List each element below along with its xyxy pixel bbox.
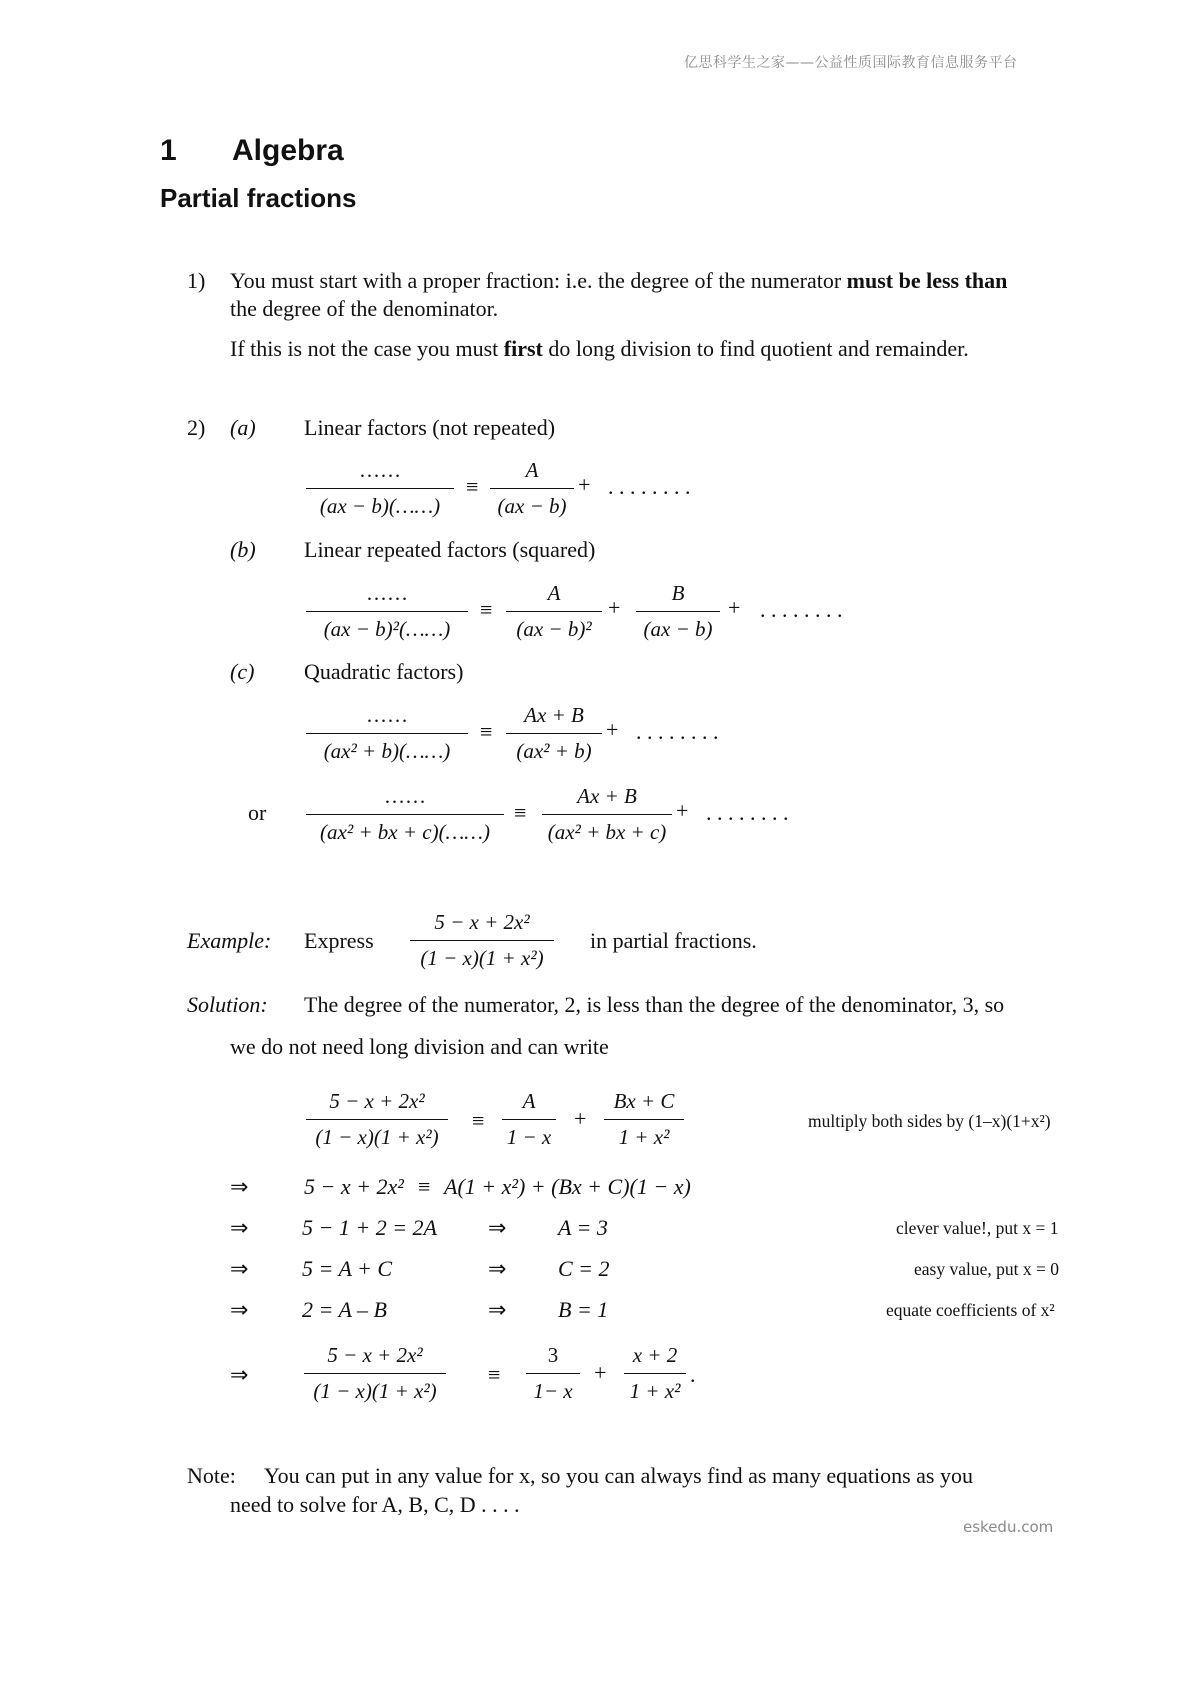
item-2b-label: (b) xyxy=(230,537,256,562)
item-2c-lhs-fraction xyxy=(306,705,468,762)
item-2a-lhs-fraction xyxy=(306,460,454,517)
item-2b-lhs-fraction xyxy=(306,583,468,640)
item-2b-rhs2-fraction xyxy=(636,583,720,640)
fraction-denominator: (1 − x)(1 + x²) xyxy=(306,1119,448,1148)
plus-sign: + xyxy=(606,717,619,742)
plus-sign: + xyxy=(728,595,741,620)
step-3-note: easy value, put x = 0 xyxy=(914,1259,1059,1279)
fraction-denominator: (ax − b)² xyxy=(506,611,602,640)
fraction-denominator: (ax² + b) xyxy=(506,733,602,762)
plus-sign: + xyxy=(594,1360,607,1385)
item-2b-rhs1-fraction xyxy=(506,583,602,640)
fraction-numerator: …… xyxy=(384,784,426,808)
step-2-implies-2: ⇒ xyxy=(488,1215,507,1240)
fraction-numerator: …… xyxy=(359,458,401,482)
fraction-denominator: (ax² + bx + c)(……) xyxy=(306,814,504,843)
step-3-result: C = 2 xyxy=(558,1256,610,1281)
fraction-denominator: (ax − b)²(……) xyxy=(306,611,468,640)
note-line-2: need to solve for A, B, C, D . . . . xyxy=(230,1492,520,1517)
step-3-implies: ⇒ xyxy=(230,1256,249,1281)
plus-sign: + xyxy=(578,472,591,497)
trailing-dots: . . . . . . . . xyxy=(608,474,691,499)
final-lhs-fraction xyxy=(304,1345,446,1402)
fraction-denominator: 1 + x² xyxy=(604,1119,684,1148)
fraction-denominator: (ax − b)(……) xyxy=(306,488,454,517)
plus-sign: + xyxy=(574,1106,587,1131)
step-4-note: equate coefficients of x² xyxy=(886,1300,1055,1320)
step-2-implies: ⇒ xyxy=(230,1215,249,1240)
setup-a-fraction xyxy=(502,1091,556,1148)
footer-url[interactable]: eskedu.com xyxy=(963,1518,1054,1536)
item-2-or-lhs-fraction xyxy=(306,786,504,843)
setup-lhs-fraction xyxy=(306,1091,448,1148)
fraction-denominator: 1 − x xyxy=(502,1119,556,1148)
fraction-denominator: (ax − b) xyxy=(636,611,720,640)
step-4-eq: 2 = A – B xyxy=(302,1297,387,1322)
final-a-fraction xyxy=(526,1345,580,1402)
item-2c-heading: Quadratic factors) xyxy=(304,659,464,684)
step-1-lhs: 5 − x + 2x² xyxy=(304,1174,404,1199)
step-2-eq: 5 − 1 + 2 = 2A xyxy=(302,1215,437,1240)
fraction-numerator: 5 − x + 2x² xyxy=(327,1343,423,1367)
setup-b-fraction xyxy=(604,1091,684,1148)
example-express: Express xyxy=(304,928,374,953)
fraction-numerator: A xyxy=(525,458,539,482)
fraction-denominator: 1 + x² xyxy=(624,1373,686,1402)
note-label: Note: xyxy=(187,1463,236,1488)
item-2-or-rhs-fraction xyxy=(542,786,672,843)
item-2a-heading: Linear factors (not repeated) xyxy=(304,415,556,440)
fraction-denominator: (1 − x)(1 + x²) xyxy=(304,1373,446,1402)
fraction-numerator: …… xyxy=(366,581,408,605)
equiv-sign: ≡ xyxy=(480,597,493,622)
step-3-implies-2: ⇒ xyxy=(488,1256,507,1281)
solution-line-1: The degree of the numerator, 2, is less than the degree of the denominator, 3, so xyxy=(304,992,1005,1017)
item-1-line-3: If this is not the case you must first do long division to find quotient and remainder. xyxy=(230,336,969,361)
item-2a-label: (a) xyxy=(230,415,256,440)
example-fraction xyxy=(410,912,554,969)
section-title: Algebra xyxy=(232,134,344,167)
item-2b-heading: Linear repeated factors (squared) xyxy=(304,537,596,562)
item-2a-rhs-fraction xyxy=(490,460,574,517)
solution-label: Solution: xyxy=(187,992,268,1017)
trailing-dots: . . . . . . . . xyxy=(636,719,719,744)
equiv-sign: ≡ xyxy=(472,1108,485,1133)
item-1-number: 1) xyxy=(187,268,206,293)
step-4-result: B = 1 xyxy=(558,1297,609,1322)
step-2-result: A = 3 xyxy=(558,1215,608,1240)
example-suffix: in partial fractions. xyxy=(590,928,757,953)
note-line-1: You can put in any value for x, so you can always find as many equations as you xyxy=(264,1463,973,1488)
step-1-rhs: A(1 + x²) + (Bx + C)(1 − x) xyxy=(444,1174,691,1199)
item-2c-rhs-fraction xyxy=(506,705,602,762)
item-2-number: 2) xyxy=(187,415,206,440)
equiv-sign: ≡ xyxy=(466,474,479,499)
fraction-numerator: A xyxy=(547,581,561,605)
fraction-denominator: (ax² + b)(……) xyxy=(306,733,468,762)
plus-sign: + xyxy=(608,595,621,620)
step-1-eq: ≡ xyxy=(418,1174,431,1199)
plus-sign: + xyxy=(676,798,689,823)
fraction-numerator: Ax + B xyxy=(577,784,637,808)
setup-note: multiply both sides by (1–x)(1+x²) xyxy=(808,1111,1051,1131)
section-subtitle: Partial fractions xyxy=(160,183,357,213)
item-2c-label: (c) xyxy=(230,659,255,684)
fraction-denominator: (ax² + bx + c) xyxy=(542,814,672,843)
period: . xyxy=(690,1362,696,1387)
step-2-note: clever value!, put x = 1 xyxy=(896,1218,1059,1238)
trailing-dots: . . . . . . . . xyxy=(760,597,843,622)
item-2-or-label: or xyxy=(248,800,267,825)
fraction-numerator: Bx + C xyxy=(613,1089,675,1113)
equiv-sign: ≡ xyxy=(488,1362,501,1387)
step-1-implies: ⇒ xyxy=(230,1174,249,1199)
fraction-numerator: 5 − x + 2x² xyxy=(434,910,530,934)
final-b-fraction xyxy=(624,1345,686,1402)
item-1-line-1: You must start with a proper fraction: i.e. the degree of the numerator must be less than xyxy=(230,268,1008,293)
header-banner: 亿思科学生之家——公益性质国际教育信息服务平台 xyxy=(684,55,1018,71)
fraction-denominator: (ax − b) xyxy=(490,488,574,517)
equiv-sign: ≡ xyxy=(514,800,527,825)
fraction-numerator: Ax + B xyxy=(524,703,584,727)
step-4-implies-2: ⇒ xyxy=(488,1297,507,1322)
equiv-sign: ≡ xyxy=(480,719,493,744)
section-number: 1 xyxy=(160,134,177,167)
fraction-numerator: A xyxy=(522,1089,536,1113)
fraction-denominator: (1 − x)(1 + x²) xyxy=(410,940,554,969)
step-4-implies: ⇒ xyxy=(230,1297,249,1322)
solution-line-2: we do not need long division and can write xyxy=(230,1034,609,1059)
fraction-numerator: x + 2 xyxy=(632,1343,678,1367)
final-implies: ⇒ xyxy=(230,1362,249,1387)
fraction-numerator: B xyxy=(671,581,685,605)
step-3-eq: 5 = A + C xyxy=(302,1256,393,1281)
fraction-denominator: 1− x xyxy=(526,1373,580,1402)
trailing-dots: . . . . . . . . xyxy=(706,800,789,825)
fraction-numerator: …… xyxy=(366,703,408,727)
item-1-line-2: the degree of the denominator. xyxy=(230,296,499,321)
example-label: Example: xyxy=(187,928,272,953)
fraction-numerator: 3 xyxy=(547,1343,559,1367)
fraction-numerator: 5 − x + 2x² xyxy=(329,1089,425,1113)
